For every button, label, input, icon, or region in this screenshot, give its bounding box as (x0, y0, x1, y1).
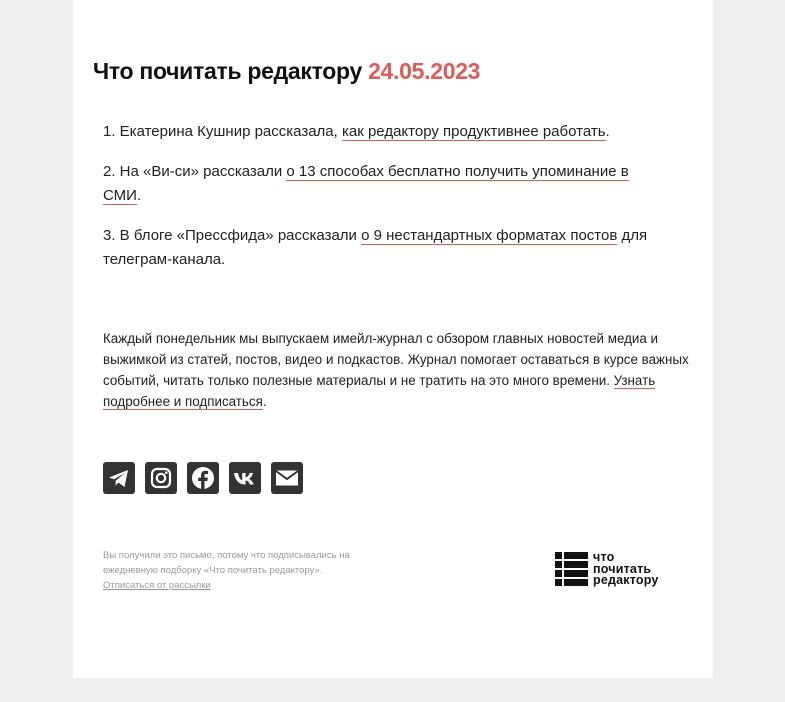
about-paragraph (103, 328, 693, 412)
telegram-icon[interactable] (103, 462, 135, 494)
vk-icon[interactable] (229, 462, 261, 494)
facebook-icon[interactable] (187, 462, 219, 494)
social-links (103, 462, 303, 494)
item-text: 3. В блоге «Прессфида» рассказали (103, 227, 362, 244)
footer-text: Вы получили это письмо, потому что подписывались на ежедневную подборку «Что почитать редактору». (103, 550, 350, 576)
title-text: Что почитать редактору (93, 58, 362, 84)
article-link[interactable]: о 9 нестандартных форматах постов (361, 227, 618, 244)
logo-line: почитать (593, 561, 652, 576)
logo-line: что (593, 550, 615, 564)
item-suffix: для телеграм-канала. (103, 227, 648, 268)
page-title (93, 58, 480, 85)
issue-date: 24.05.2023 (368, 58, 481, 84)
email-card (73, 0, 713, 678)
about-suffix: . (262, 394, 267, 409)
about-text: Каждый понедельник мы выпускаем имейл-журнал с обзором главных новостей медиа и выжимкой из статей, постов, видео и подкастов. Журнал помогает оставаться в курсе важных событий, читать только полезные материалы и не тратить на это много времени. (103, 331, 689, 388)
email-icon[interactable] (271, 462, 303, 494)
list-item (103, 160, 663, 208)
list-item (103, 224, 663, 272)
logo-mark-icon (555, 552, 588, 586)
item-text: 2. На «Ви-си» рассказали (103, 163, 287, 180)
item-suffix: . (605, 123, 610, 140)
list-item (103, 120, 663, 144)
article-link[interactable]: как редактору продуктивнее работать (342, 123, 606, 140)
logo-text (593, 552, 659, 587)
article-link[interactable]: о 13 способах бесплатно получить упоминание в СМИ (103, 163, 629, 204)
logo-line: редактору (593, 573, 659, 587)
item-suffix: . (136, 187, 142, 204)
logo (555, 552, 659, 587)
unsubscribe-link[interactable]: Отписаться от рассылки (103, 580, 211, 591)
subscribe-link[interactable]: Узнать подробнее и подписаться (103, 373, 656, 409)
instagram-icon[interactable] (145, 462, 177, 494)
footer-note (103, 548, 393, 593)
item-text: 1. Екатерина Кушнир рассказала, (103, 123, 342, 140)
